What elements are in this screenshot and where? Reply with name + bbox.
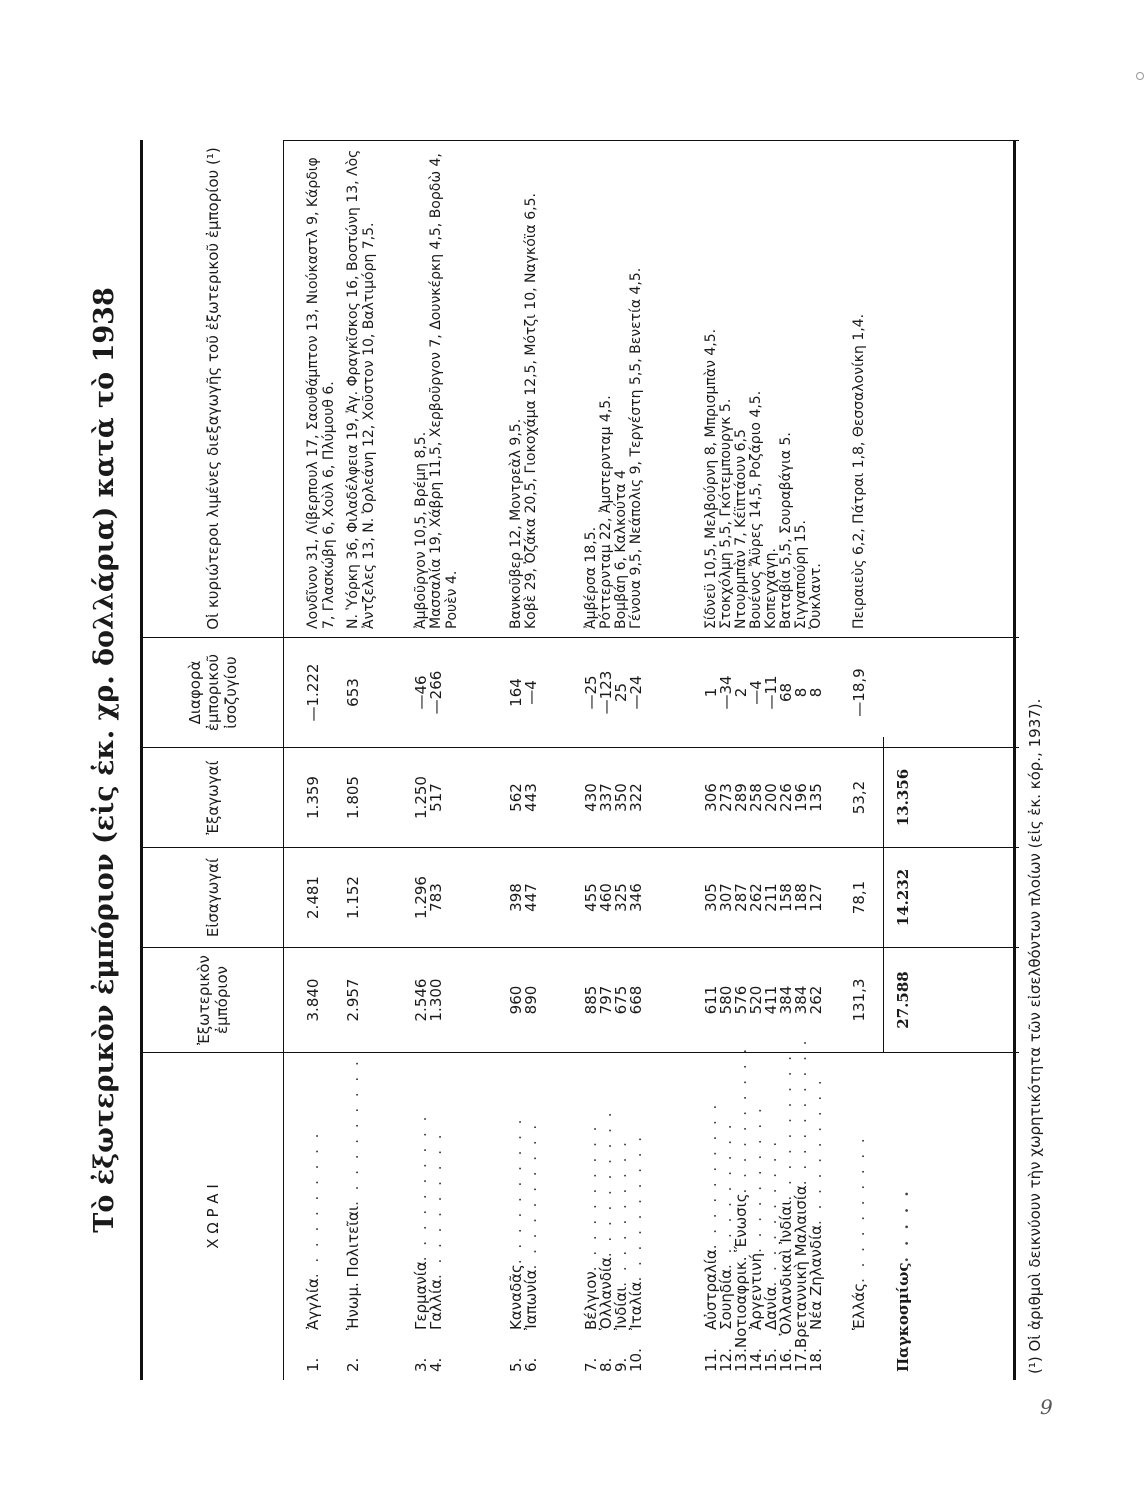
header-main-ports: Οἱ κυριώτεροι λιμένες διεξαγωγῆς τοῦ ἐξωτερικοῦ ἐμπορίου (¹) bbox=[204, 147, 222, 630]
dot-leader: . . . . . . . . . . bbox=[702, 1101, 720, 1250]
row-index: 6. bbox=[522, 1357, 540, 1372]
row-index bbox=[851, 1330, 867, 1372]
row-index: 8. bbox=[597, 1357, 615, 1372]
balance-cell: 68 bbox=[777, 682, 795, 703]
row-index: 3. bbox=[412, 1357, 430, 1372]
balance-cell: 25 bbox=[612, 682, 630, 703]
imports-cell: 78,1 bbox=[850, 880, 868, 915]
country-name: Βέλγιον bbox=[582, 1271, 600, 1330]
total-trade-cell: 131,3 bbox=[850, 978, 868, 1022]
footnote: (¹) Οἱ ἀριθμοὶ δεικνύουν τὴν χωρητικότητα τῶν εἰσελθόντων πλοίων (εἰς ἑκ. κόρ., 1937). bbox=[1026, 698, 1044, 1374]
ports-cell: Κοβὲ 29, Ὀζάκα 20,5, Γιοκοχάμα 12,5, Μότζι 10, Ναγκόϊα 6,5. bbox=[523, 193, 539, 629]
country-name: Νοτιοαφρικ. Ἕνωσις bbox=[732, 1193, 750, 1349]
column-trade-balance bbox=[283, 637, 1019, 747]
header-exports: Ἐξαγωγαί bbox=[143, 747, 283, 847]
header-imports: Εἰσαγωγαί bbox=[143, 847, 283, 947]
balance-cell: —24 bbox=[627, 675, 645, 710]
dot-leader: . . . . . . . . . . bbox=[522, 1121, 540, 1270]
imports-cell: 1.152 bbox=[344, 876, 362, 919]
country-name: Ὁλλανδικαὶ Ἰνδίαι bbox=[777, 1200, 795, 1336]
total-trade-cell: 576 bbox=[732, 985, 750, 1015]
imports-cell: 287 bbox=[732, 883, 750, 912]
row-index: 16. bbox=[777, 1348, 795, 1372]
row-index: 4. bbox=[427, 1357, 445, 1372]
dot-leader: . . . . . . . . . . bbox=[427, 1131, 445, 1280]
world-total-row bbox=[895, 1053, 911, 1380]
total-trade-cell: 675 bbox=[612, 985, 630, 1015]
exports-cell: 53,2 bbox=[850, 780, 868, 815]
imports-cell: 188 bbox=[792, 883, 810, 912]
country-row bbox=[345, 1053, 361, 1380]
balance-cell: —123 bbox=[597, 670, 615, 715]
exports-cell: 258 bbox=[747, 783, 765, 812]
ports-cell: Λονδῖνον 31, Λίβερπουλ 17, Σαουθάμπτον 13, Νιούκαστλ 9, Κάρδιφ 7, Γλασκώβη 6, Χοὺλ 6, Πλύμουθ 6. bbox=[305, 157, 337, 629]
dot-leader: . . . . . . . . . . bbox=[507, 1116, 525, 1265]
exports-cell: 1.359 bbox=[304, 776, 322, 819]
total-trade-cell: 580 bbox=[717, 985, 735, 1015]
dot-leader: . . . . . . . . . . bbox=[807, 1077, 825, 1225]
ports-cell: Πειραιεὺς 6,2, Πάτραι 1,8, Θεσσαλονίκη 1,4. bbox=[851, 313, 867, 629]
page-title: Τὸ ἐξωτερικὸν ἐμπόριον (εἰς ἑκ. χρ. δολλάρια) κατὰ τὸ 1938 bbox=[89, 287, 120, 1233]
country-row bbox=[851, 1053, 867, 1380]
column-exports bbox=[283, 747, 1019, 847]
header-trade-balance: Διαφορὰ ἐμπορικοῦ ἰσοζυγίου bbox=[143, 637, 283, 747]
balance-cell: 164 bbox=[507, 678, 525, 707]
total-trade-cell: 890 bbox=[522, 985, 540, 1015]
dot-leader: . . . . . bbox=[894, 1188, 912, 1263]
imports-cell: 447 bbox=[522, 883, 540, 912]
country-name: Ἡνωμ. Πολιτεῖαι bbox=[344, 1205, 362, 1330]
total-trade-cell: 384 bbox=[792, 985, 810, 1015]
column-total-trade bbox=[283, 947, 1019, 1052]
country-name: Ἰνδίαι bbox=[612, 1286, 630, 1330]
total-trade-cell: 797 bbox=[597, 985, 615, 1015]
ports-cell: Σιγγαπούρη 15. bbox=[793, 520, 809, 629]
total-rule bbox=[883, 737, 884, 1052]
total-trade-cell: 2.957 bbox=[344, 978, 362, 1022]
dot-leader: . . . . . . . . . . bbox=[582, 1123, 600, 1272]
balance-cell: 8 bbox=[792, 687, 810, 698]
row-index: 14. bbox=[747, 1348, 765, 1372]
ports-cell: Βομβάη 6, Καλκούτα 4 bbox=[613, 470, 629, 629]
world-total-exports: 13.356 bbox=[894, 768, 912, 827]
ports-cell: Μασσαλία 19, Χάβρη 11,5, Χερβοῦργον 7, Δουνκέρκη 4,5, Βορδὼ 4, Ρουὲν 4. bbox=[428, 153, 460, 629]
exports-cell: 430 bbox=[582, 783, 600, 812]
dot-leader: . . . . . . . . . . bbox=[777, 1053, 795, 1201]
country-name: Ἀργεντινή bbox=[747, 1252, 765, 1330]
total-trade-cell: 1.300 bbox=[427, 978, 445, 1022]
exports-cell: 1.250 bbox=[412, 776, 430, 819]
imports-cell: 460 bbox=[597, 883, 615, 912]
row-index: 2. bbox=[344, 1357, 362, 1372]
row-index: 9. bbox=[612, 1357, 630, 1372]
imports-cell: 211 bbox=[762, 883, 780, 912]
exports-cell: 1.805 bbox=[344, 776, 362, 819]
imports-cell: 1.296 bbox=[412, 876, 430, 919]
balance-cell: —25 bbox=[582, 675, 600, 710]
row-index: 10. bbox=[627, 1348, 645, 1372]
country-name: Ὁλλανδία bbox=[597, 1257, 615, 1330]
dot-leader: . . . . . . . . . . bbox=[612, 1139, 630, 1287]
balance-cell: —4 bbox=[747, 680, 765, 705]
balance-cell: 1 bbox=[702, 687, 720, 698]
total-trade-cell: 411 bbox=[762, 985, 780, 1015]
total-trade-cell: 960 bbox=[507, 985, 525, 1015]
country-name: Γαλλία bbox=[427, 1279, 445, 1330]
country-row bbox=[808, 1053, 824, 1380]
ports-cell: Γένουα 9,5, Νεάπολις 9, Τεργέστη 5,5, Βενετία 4,5. bbox=[628, 267, 644, 629]
scan-speck bbox=[1136, 72, 1144, 80]
row-index: 5. bbox=[507, 1357, 525, 1372]
country-row bbox=[428, 1053, 444, 1380]
dot-leader: . . . . . . . . . . bbox=[732, 1045, 750, 1194]
balance-cell: —11 bbox=[762, 675, 780, 710]
imports-cell: 398 bbox=[507, 883, 525, 912]
total-trade-cell: 520 bbox=[747, 985, 765, 1015]
balance-cell: —1.222 bbox=[304, 663, 322, 722]
country-row bbox=[305, 1053, 321, 1380]
dot-leader: . . . . . . . . . . bbox=[627, 1133, 645, 1282]
column-countries bbox=[283, 1037, 1019, 1380]
header-total-trade: Ἐξωτερικὸν ἐμπόριον bbox=[143, 947, 283, 1052]
exports-cell: 306 bbox=[702, 783, 720, 812]
ports-cell: Βαταβία 5,5, Σουραβάγια 5. bbox=[778, 432, 794, 629]
balance-cell: 653 bbox=[344, 678, 362, 707]
imports-cell: 305 bbox=[702, 883, 720, 912]
country-name: Καναδᾶς bbox=[507, 1264, 525, 1330]
table-header bbox=[143, 140, 284, 1380]
world-total-imports: 14.232 bbox=[894, 868, 912, 927]
page-number: 9 bbox=[1040, 1395, 1053, 1419]
exports-cell: 135 bbox=[807, 783, 825, 812]
country-name: Δανία bbox=[762, 1286, 780, 1330]
ports-cell: Βανκοῦβερ 12, Μοντρεὰλ 9,5. bbox=[508, 418, 524, 629]
country-row bbox=[628, 1053, 644, 1380]
total-trade-cell: 611 bbox=[702, 985, 720, 1015]
balance-cell: —46 bbox=[412, 675, 430, 710]
ports-cell: Ἀμβοῦργον 10,5, Βρέμη 8,5. bbox=[413, 431, 429, 629]
world-total-trade: 27.588 bbox=[894, 971, 912, 1029]
country-row bbox=[523, 1053, 539, 1380]
header-countries: Χ Ω Ρ Α Ι bbox=[143, 1052, 283, 1380]
exports-cell: 273 bbox=[717, 783, 735, 812]
imports-cell: 127 bbox=[807, 883, 825, 912]
world-total-label: Παγκοσμίως bbox=[894, 1262, 912, 1372]
imports-cell: 346 bbox=[627, 883, 645, 912]
column-imports bbox=[283, 847, 1019, 947]
total-trade-cell: 262 bbox=[807, 985, 825, 1015]
balance-cell: 2 bbox=[732, 687, 750, 698]
dot-leader: . . . . . . . . . . bbox=[747, 1105, 765, 1253]
ports-cell: Βουένος Ἄϋρες 14,5, Ροζάριο 4,5. bbox=[748, 390, 764, 629]
exports-cell: 517 bbox=[427, 783, 445, 812]
exports-cell: 289 bbox=[732, 783, 750, 812]
exports-cell: 337 bbox=[597, 783, 615, 812]
dot-leader: . . . . . . . . . . bbox=[344, 1058, 362, 1206]
dot-leader: . . . . . . . . . . bbox=[597, 1109, 615, 1258]
ports-cell: Ρόττερνταμ 22, Ἀμστερνταμ 4,5. bbox=[598, 395, 614, 629]
ports-cell: Κοπεγχάγη. bbox=[763, 548, 779, 629]
row-index: 7. bbox=[582, 1357, 600, 1372]
dot-leader: . . . . . . . . . . bbox=[304, 1130, 322, 1279]
ports-cell: Σίδνεϋ 10,5, Μελβούρνη 8, Μπρισμπὰν 4,5. bbox=[703, 328, 719, 629]
dot-leader: . . . . . . . . . . bbox=[412, 1113, 430, 1262]
balance-cell: —266 bbox=[427, 670, 445, 715]
country-name: Ἰαπωνία bbox=[522, 1269, 540, 1330]
exports-cell: 226 bbox=[777, 783, 795, 812]
country-name: Νέα Ζηλανδία bbox=[807, 1224, 825, 1330]
row-index: 13. bbox=[732, 1348, 750, 1372]
row-index: 12. bbox=[717, 1348, 735, 1372]
table-body bbox=[283, 140, 1019, 1380]
exports-cell: 562 bbox=[507, 783, 525, 812]
total-trade-cell: 384 bbox=[777, 985, 795, 1015]
exports-cell: 196 bbox=[792, 783, 810, 812]
row-index: 18. bbox=[807, 1348, 825, 1372]
ports-cell: Ἀμβέρσα 18,5. bbox=[583, 526, 599, 629]
balance-cell: —4 bbox=[522, 680, 540, 705]
exports-cell: 443 bbox=[522, 783, 540, 812]
exports-cell: 322 bbox=[627, 783, 645, 812]
total-trade-cell: 885 bbox=[582, 985, 600, 1015]
country-name: Ἰταλία bbox=[627, 1281, 645, 1330]
balance-cell: 8 bbox=[807, 687, 825, 698]
imports-cell: 455 bbox=[582, 883, 600, 912]
dot-leader: . . . . . . . . . . bbox=[850, 1135, 868, 1283]
imports-cell: 325 bbox=[612, 883, 630, 912]
rotated-table-block bbox=[80, 0, 1080, 1380]
ports-cell: Στοκχόλμη 5,5, Γκότεμπουργκ 5. bbox=[718, 398, 734, 629]
dot-leader: . . . . . . . . . . bbox=[762, 1138, 780, 1287]
ports-cell: Ν. Ὑόρκη 36, Φιλαδέλφεια 19, Ἁγ. Φραγκῖσκος 16, Βοστώνη 13, Λὸς Ἀντζελες 13, Ν. Ὀρλεάνη 12, Χοῦστον 10, Βαλτιμόρη 7,5. bbox=[345, 149, 377, 629]
ports-cell: Ὀυκλαντ. bbox=[808, 563, 824, 629]
dot-leader: . . . . . . . . . . bbox=[717, 1121, 735, 1270]
imports-cell: 2.481 bbox=[304, 876, 322, 919]
balance-cell: —34 bbox=[717, 675, 735, 710]
row-index: 11. bbox=[702, 1348, 720, 1372]
country-name: Ἑλλάς bbox=[850, 1282, 868, 1330]
total-trade-cell: 2.546 bbox=[412, 978, 430, 1022]
trade-table bbox=[140, 140, 1016, 1380]
dot-leader: . . . . . . . . . . bbox=[792, 1037, 810, 1186]
row-index: 1. bbox=[304, 1357, 322, 1372]
country-name: Αὐστραλία bbox=[702, 1249, 720, 1330]
imports-cell: 783 bbox=[427, 883, 445, 912]
imports-cell: 262 bbox=[747, 883, 765, 912]
country-name: Ἀγγλία bbox=[304, 1278, 322, 1330]
column-main-ports bbox=[283, 140, 1019, 637]
total-trade-cell: 3.840 bbox=[304, 978, 322, 1022]
imports-cell: 158 bbox=[777, 883, 795, 912]
row-index: 17. bbox=[792, 1348, 810, 1372]
row-index: 15. bbox=[762, 1348, 780, 1372]
country-name: Γερμανία bbox=[412, 1261, 430, 1330]
country-name: Σουηδία bbox=[717, 1269, 735, 1330]
exports-cell: 200 bbox=[762, 783, 780, 812]
exports-cell: 350 bbox=[612, 783, 630, 812]
ports-cell: Ντουρμπὰν 7, Κέϊπτάουν 6,5 bbox=[733, 429, 749, 629]
country-name: Βρεταννικὴ Μαλαισία bbox=[792, 1185, 810, 1349]
imports-cell: 307 bbox=[717, 883, 735, 912]
balance-cell: —18,9 bbox=[850, 668, 868, 717]
total-trade-cell: 668 bbox=[627, 985, 645, 1015]
